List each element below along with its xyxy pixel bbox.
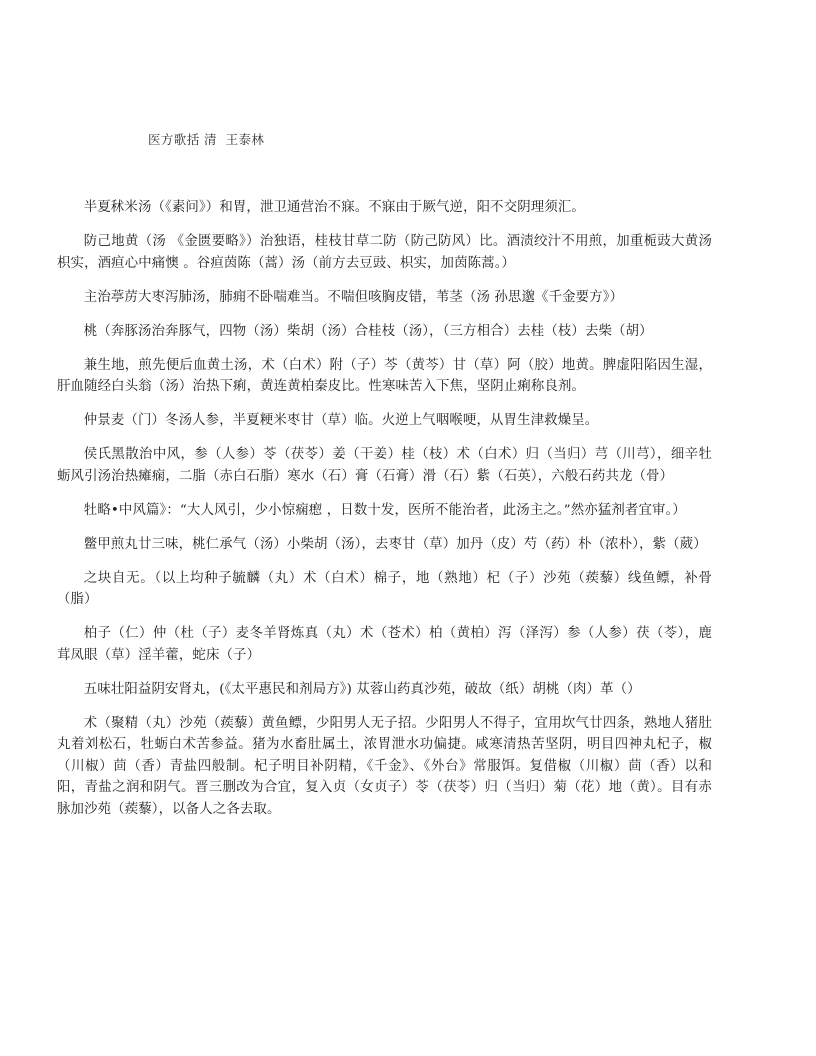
page-title: 医方歌括 清 王泰林 [148,132,265,147]
paragraph: 术（聚精（丸）沙苑（蒺藜）黄鱼鳔，少阳男人无子招。少阳男人不得子，宜用坎气廿四条，熟地人猪肚丸着刘松石，牡蛎白术苦参益。猪为水畜肚属土，浓胃泄水功偏捷。咸寒清热苦坚阴，明目四神丸杞子，椒（川椒）茴（香）青盐四般制。杞子明目补阴精，《千金》、《外台》常服饵。复借椒（川椒）茴（香）以和阳，青盐之润和阴气。晋三删改为合宜，复入贞（女贞子）苓（茯苓）归（当归）菊（花）地（黄）。目有赤脉加沙苑（蒺藜），以备人之各去取。 [57,715,712,817]
paragraph: 五味壮阳益阴安肾丸，(《太平惠民和剂局方》) 苁蓉山药真沙苑，破故（纸）胡桃（肉）革（） [83,681,641,697]
paragraph: 之块自无。（以上均种子毓麟（丸）术（白术）棉子，地（熟地）杞（子）沙苑（蒺藜）线鱼鳔，补骨（脂） [57,570,712,607]
paragraph: 防己地黄（汤 《金匮要略》）治独语，桂枝甘草二防（防己防风）比。酒渍绞汁不用煎，加重栀豉大黄汤枳实，酒疸心中痛懊 。谷疸茵陈（蒿）汤（前方去豆豉、枳实，加茵陈蒿。） [57,234,712,271]
paragraph: 半夏秫米汤（《素问》）和胃，泄卫通营治不寐。不寐由于厥气逆，阳不交阴理须汇。 [83,200,585,215]
paragraph: 主治葶苈大枣泻肺汤，肺痈不卧喘难当。不喘但咳胸皮错，苇茎（汤 孙思邈《千金要方》） [83,289,624,305]
title-spacer [57,149,712,197]
paragraph: 柏子（仁）仲（杜（子）麦冬羊肾炼真（丸）术（苍术）柏（黄柏）泻（泽泻）参（人参）茯（苓），鹿茸凤眼（草）淫羊藿，蛇床（子） [57,626,712,663]
paragraph: 牡略•中风篇》：“大人风引，少小惊痫瘛 ，日数十发，医所不能治者，此汤主之。”然亦猛剂者宜审。） [83,502,686,518]
paragraph: 鳖甲煎丸廿三味，桃仁承气（汤）小柴胡（汤），去枣甘（草）加丹（皮）芍（药）朴（浓朴），紫（葳） [83,536,707,552]
document-content [57,131,712,820]
paragraph: 侯氏黑散治中风，参（人参）苓（茯苓）姜（干姜）桂（枝）术（白术）归（当归）芎（川芎），细辛牡蛎风引汤治热瘫痫，二脂（赤白石脂）寒水（石）膏（石膏）滑（石）紫（石英），六般石药共龙（骨） [57,447,712,484]
paragraph: 桃（奔豚汤治奔豚气，四物（汤）柴胡（汤）合桂枝（汤），（三方相合）去桂（枝）去柴（胡） [83,323,653,339]
paragraph: 仲景麦（门）冬汤人参，半夏粳米枣甘（草）临。火逆上气咽喉哽，从胃生津救燥呈。 [83,413,599,428]
paragraph: 兼生地，煎先便后血黄土汤，术（白术）附（子）芩（黄芩）甘（草）阿（胶）地黄。脾虚阳陷因生湿，肝血随经白头翁（汤）治热下痢，黄连黄柏秦皮比。性寒味苦入下焦，坚阴止痢称良剂。 [57,357,712,394]
